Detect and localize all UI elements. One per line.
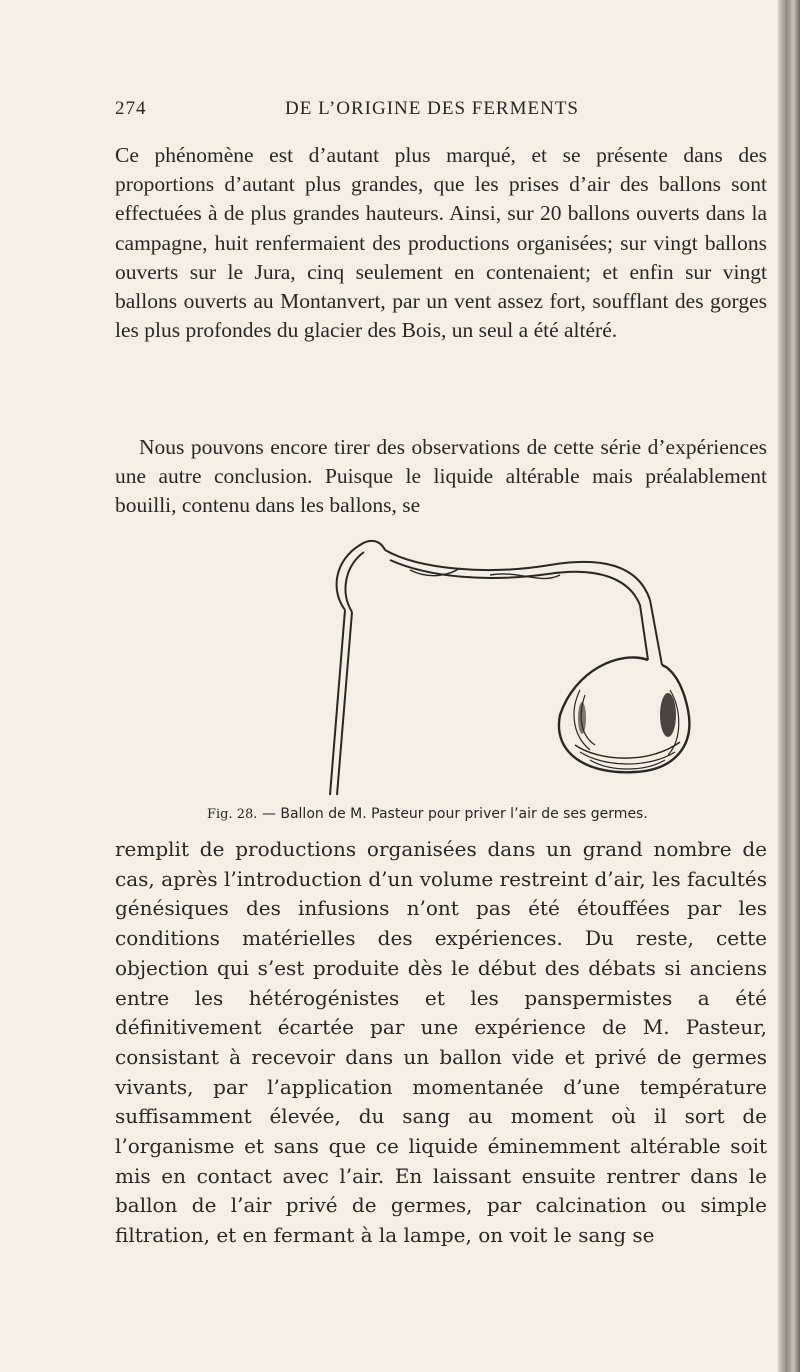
- figure-caption: [207, 806, 767, 822]
- figure-number: Fig. 28.: [207, 807, 258, 822]
- paragraph-3: remplit de productions organisées dans un grand nombre de cas, après l’introduction d’un volume restreint d’air, les facultés génésiques des infusions n’ont pas été étouffées par les conditions matérielles des expériences. Du reste, cette objection qui s’est produite dès le début des débats si anciens entre les hétérogénistes et les panspermistes a été définitivement écartée par une expérience de M. Pasteur, consistant à recevoir dans un ballon vide et privé de germes vivants, par l’application momentanée d’une température suffisamment élevée, du sang au moment où il sort de l’organisme et sans que ce liquide éminemment altérable soit mis en contact avec l’air. En laissant ensuite rentrer dans le ballon de l’air privé de germes, par calcination ou simple filtration, et en fermant à la lampe, on voit le sang se: [115, 837, 767, 1248]
- pasteur-flask-illustration: [290, 530, 710, 795]
- page-number: 274: [115, 98, 147, 119]
- page-edge: [778, 0, 800, 1372]
- paragraph-1: Ce phénomène est d’autant plus marqué, et se présente dans des proportions d’autant plus grandes, que les prises d’air des ballons sont effectuées à de plus grandes hauteurs. Ainsi, sur 20 ballons ouverts dans la campagne, huit renfermaient des productions organisées; sur vingt ballons ouverts sur le Jura, cinq seulement en contenaient; et enfin sur vingt ballons ouverts au Montanvert, par un vent assez fort, soufflant des gorges les plus profondes du glacier des Bois, un seul a été altéré.: [115, 143, 767, 343]
- figure-caption-text: — Ballon de M. Pasteur pour priver l’air de ses germes.: [261, 806, 648, 822]
- paragraph-2: Nous pouvons encore tirer des observations de cette série d’expériences une autre conclusion. Puisque le liquide altérable mais préalablement bouilli, contenu dans les ballons, se: [115, 435, 767, 518]
- running-header: [115, 98, 770, 128]
- running-title: DE L’ORIGINE DES FERMENTS: [285, 98, 579, 119]
